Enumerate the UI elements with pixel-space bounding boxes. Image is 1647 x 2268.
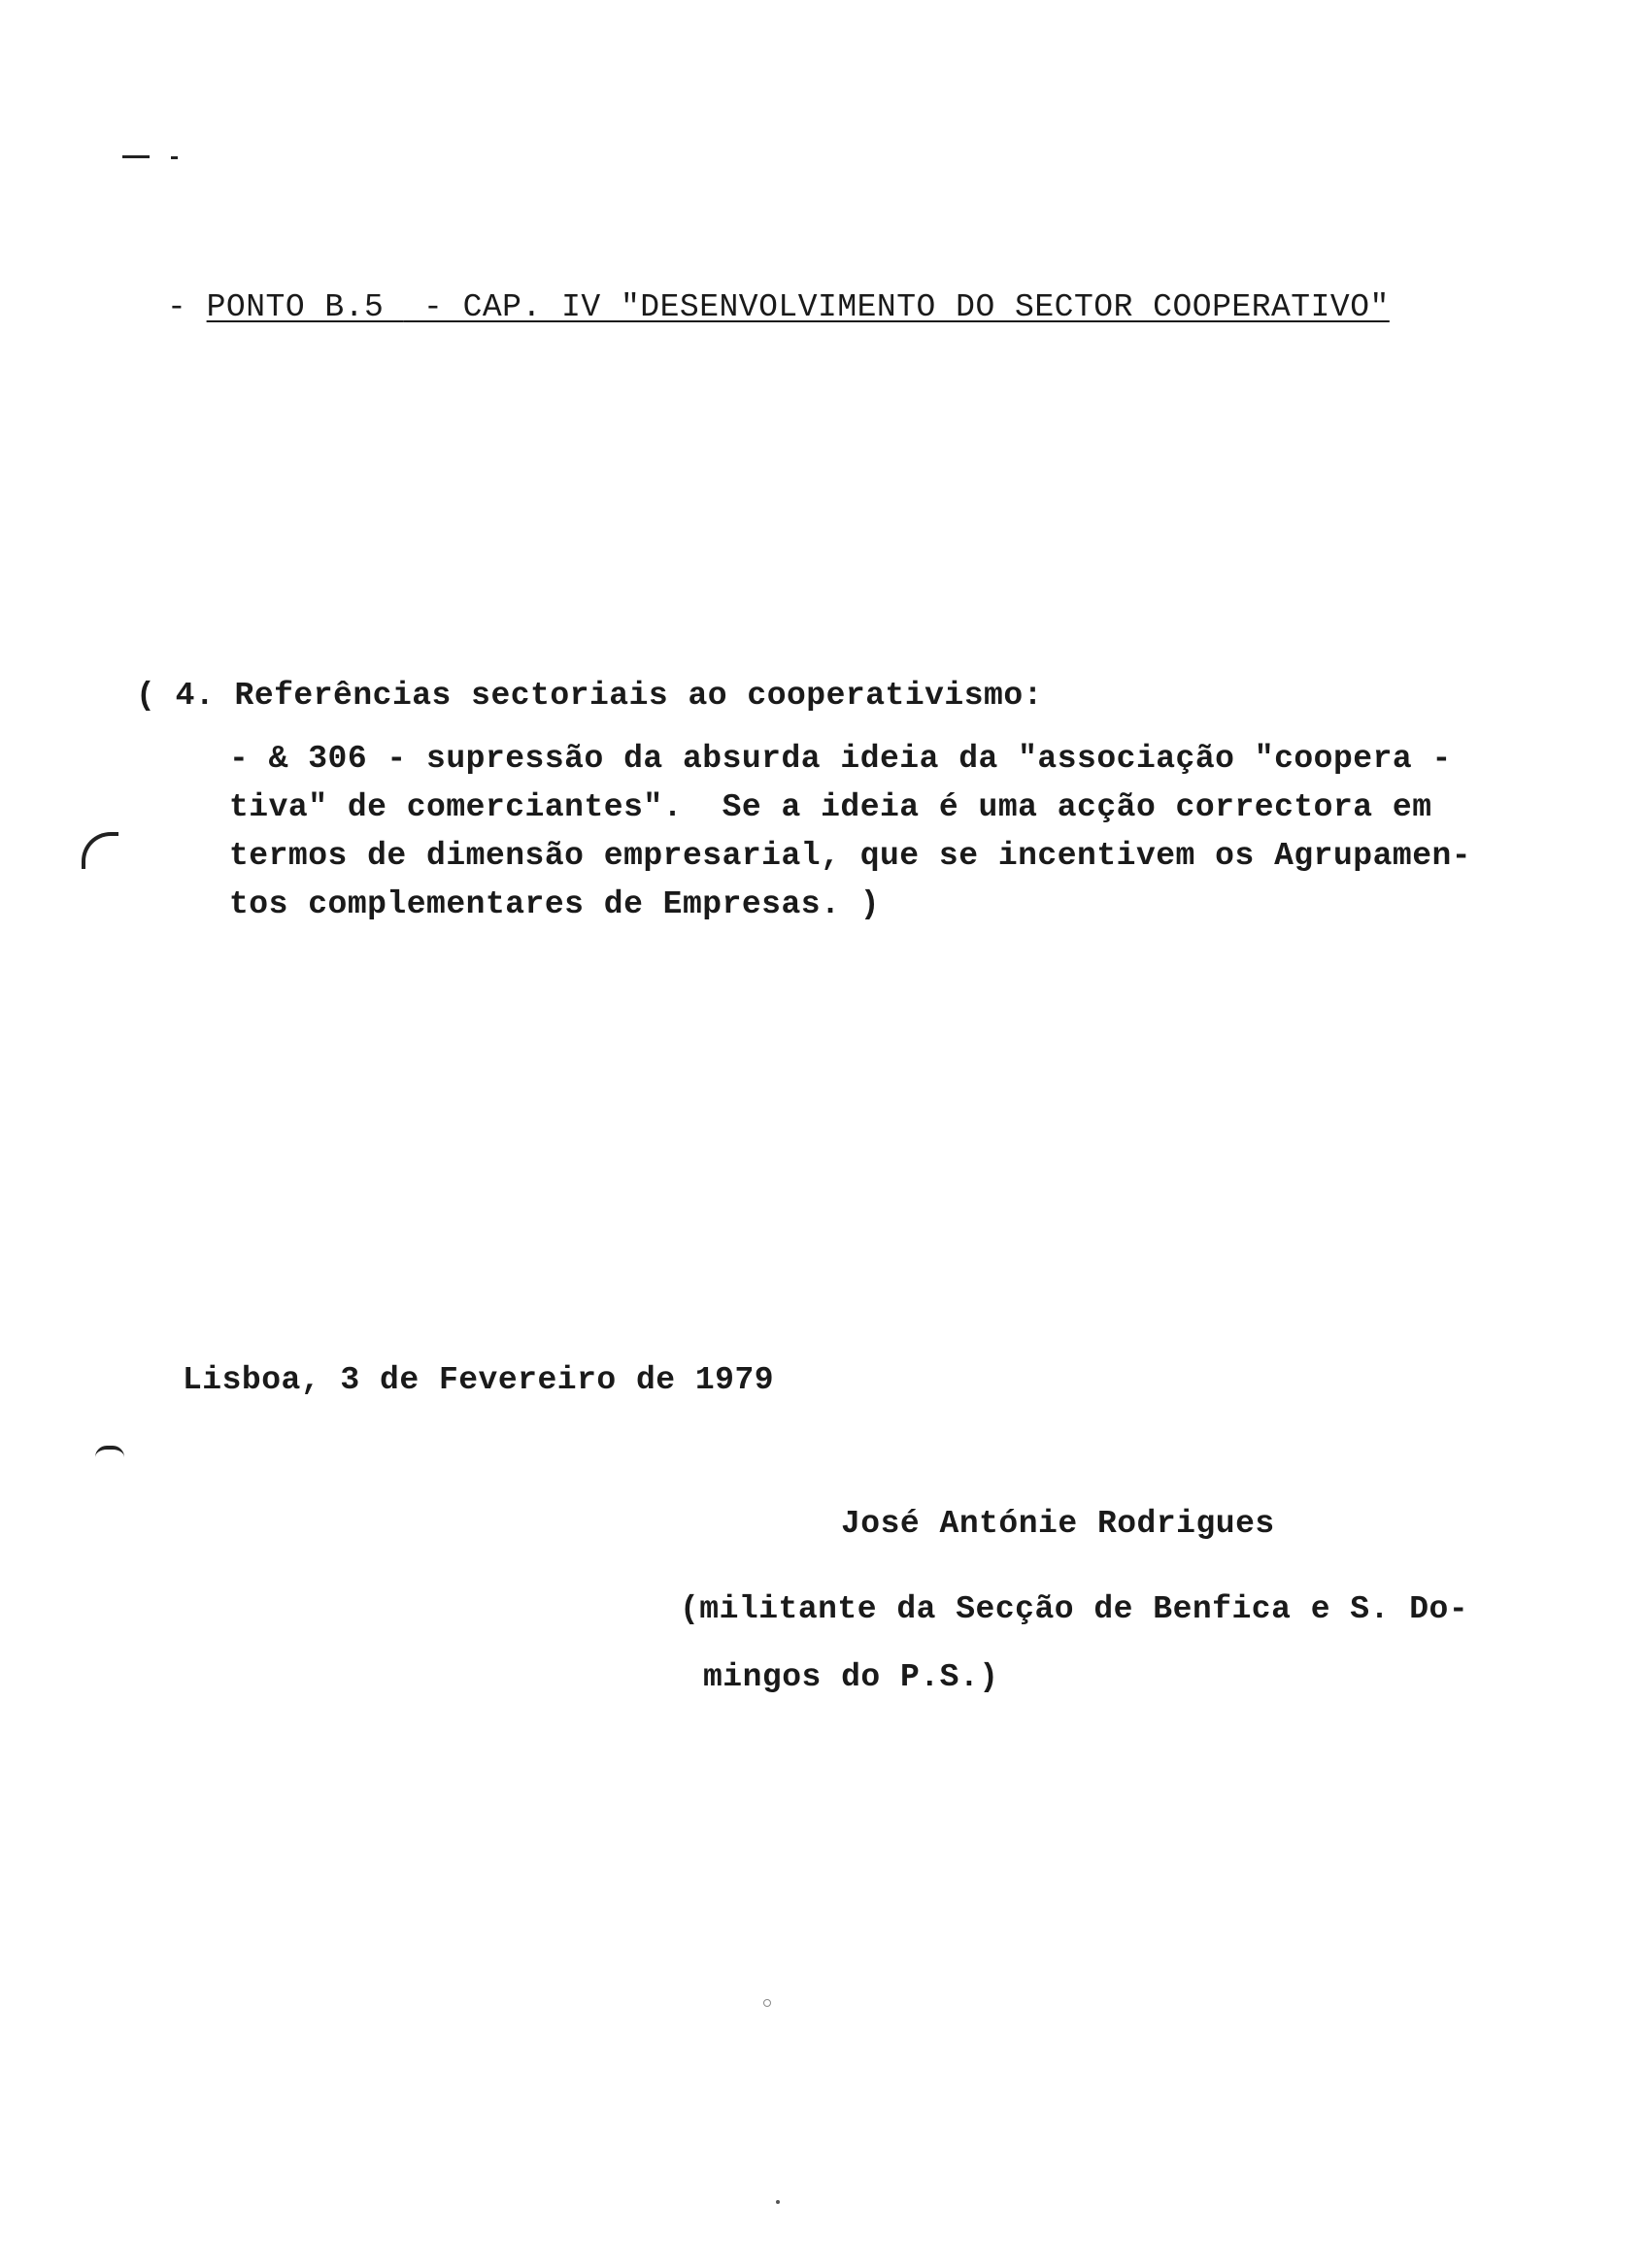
paragraph-line: - & 306 - supressão da absurda ideia da "associação "coopera - [229, 741, 1452, 777]
section-title: ( 4. Referências sectoriais ao cooperativismo: [136, 678, 1043, 714]
paragraph-line: tos complementares de Empresas. ) [229, 886, 881, 922]
date-line: Lisboa, 3 de Fevereiro de 1979 [183, 1362, 775, 1398]
paragraph-line: tiva" de comerciantes". Se a ideia é uma acção correctora em [229, 789, 1432, 825]
signature-affiliation: (militante da Secção de Benfica e S. Do- [680, 1591, 1469, 1627]
paragraph-line: termos de dimensão empresarial, que se incentivem os Agrupamen- [229, 838, 1472, 874]
margin-bracket-mark [82, 832, 118, 869]
heading-point: PONTO B.5 [206, 289, 404, 325]
scan-mark [171, 156, 178, 159]
scan-mark [95, 1446, 124, 1457]
scan-speck [763, 1999, 771, 2007]
signature-name: José Antónie Rodrigues [841, 1506, 1275, 1542]
heading-chapter: - CAP. IV "DESENVOLVIMENTO DO SECTOR COOPERATIVO" [403, 289, 1390, 325]
signature-affiliation: mingos do P.S.) [703, 1659, 999, 1695]
scan-mark [122, 155, 150, 158]
document-heading [167, 284, 1390, 332]
heading-prefix: - [167, 289, 207, 325]
scan-speck [776, 2200, 780, 2204]
